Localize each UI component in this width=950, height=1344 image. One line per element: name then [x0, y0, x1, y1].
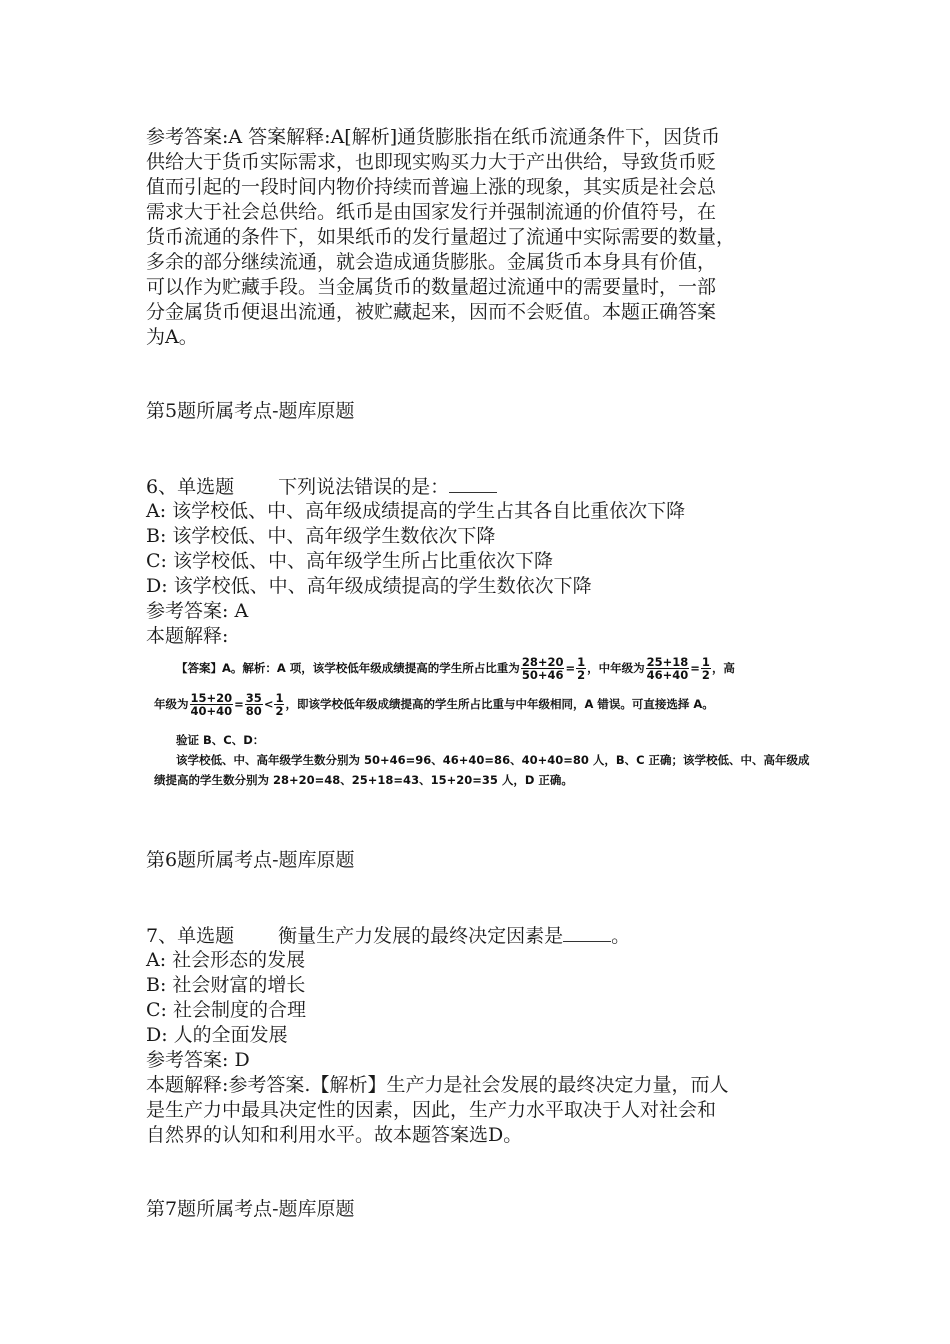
q7-option-a: A: 社会形态的发展 [146, 949, 306, 971]
q6-option-c: C: 该学校低、中、高年级学生所占比重依次下降 [146, 550, 553, 572]
q7-topic-line: 第7题所属考点-题库原题 [146, 1198, 355, 1220]
fraction: $\frac{25+18}{46+40}$ [646, 655, 689, 682]
q7-explanation-line: 本题解释:参考答案.【解析】生产力是社会发展的最终决定力量，而人 [146, 1074, 729, 1096]
fraction: $\frac{1}{2}$ [275, 691, 284, 718]
q7-explanation-line: 自然界的认知和利用水平。故本题答案选D。 [146, 1124, 523, 1146]
q6-stem: 下列说法错误的是： [278, 476, 450, 498]
solution-line-1: 【答案】A。解析：A 项，该学校低年级成绩提高的学生所占比重为 $\frac{28+20}{50+46}$ = $\frac{1}{2}$ ，中年级为 $\frac{25+18}{46+40}$ = $\frac{1}{2}$ ，高 [176, 655, 735, 682]
q7-explanation-line: 是生产力中最具决定性的因素，因此，生产力水平取决于人对社会和 [146, 1099, 717, 1121]
q7-answer-blank [563, 923, 611, 942]
q6-answer-blank [449, 474, 497, 493]
fraction: $\frac{1}{2}$ [577, 655, 586, 682]
q6-explanation-label: 本题解释: [146, 625, 229, 647]
q7-answer: 参考答案: D [146, 1049, 250, 1071]
q5-explanation-line: 值而引起的一段时间内物价持续而普遍上涨的现象，其实质是社会总 [146, 176, 717, 198]
fraction: $\frac{1}{2}$ [701, 655, 710, 682]
q5-explanation-line: 参考答案:A 答案解释:A[解析]通货膨胀指在纸币流通条件下，因货币 [146, 126, 721, 148]
q6-option-b: B: 该学校低、中、高年级学生数依次下降 [146, 525, 496, 547]
q6-header [146, 474, 497, 500]
solution-line-3: 验证 B、C、D： [176, 733, 265, 747]
q5-explanation-line: 需求大于社会总供给。纸币是由国家发行并强制流通的价值符号，在 [146, 201, 717, 223]
q7-stem: 衡量生产力发展的最终决定因素是 [278, 925, 564, 947]
fraction: $\frac{28+20}{50+46}$ [521, 655, 564, 682]
q7-type-label: 7、单选题 [146, 925, 235, 947]
q6-topic-line: 第6题所属考点-题库原题 [146, 849, 355, 871]
q5-explanation-line: 多余的部分继续流通，就会造成通货膨胀。金属货币本身具有价值， [146, 251, 717, 273]
q6-option-d: D: 该学校低、中、高年级成绩提高的学生数依次下降 [146, 575, 592, 597]
q7-stem-end: 。 [611, 925, 631, 947]
q5-explanation-line: 为A。 [146, 326, 198, 348]
q6-solution-image [146, 652, 811, 792]
q7-option-c: C: 社会制度的合理 [146, 999, 306, 1021]
q5-explanation-line: 供给大于货币实际需求，也即现实购买力大于产出供给，导致货币贬 [146, 151, 717, 173]
q5-explanation-line: 分金属货币便退出流通，被贮藏起来，因而不会贬值。本题正确答案 [146, 301, 717, 323]
fraction: $\frac{35}{80}$ [245, 691, 262, 718]
q6-type-label: 6、单选题 [146, 476, 235, 498]
q5-topic-line: 第5题所属考点-题库原题 [146, 400, 355, 422]
solution-line-5: 绩提高的学生数分别为 28+20=48、25+18=43、15+20=35 人，D 正确。 [154, 773, 573, 787]
q7-option-d: D: 人的全面发展 [146, 1024, 288, 1046]
solution-line-4: 该学校低、中、高年级学生数分别为 50+46=96、46+40=86、40+40=80 人，B、C 正确；该学校低、中、高年级成 [176, 753, 810, 767]
q6-option-a: A: 该学校低、中、高年级成绩提高的学生占其各自比重依次下降 [146, 500, 686, 522]
q5-explanation-line: 可以作为贮藏手段。当金属货币的数量超过流通中的需要量时，一部 [146, 276, 717, 298]
q7-header [146, 923, 630, 949]
q6-answer: 参考答案: A [146, 600, 249, 622]
q7-option-b: B: 社会财富的增长 [146, 974, 306, 996]
fraction: $\frac{15+20}{40+40}$ [190, 691, 233, 718]
q5-explanation-line: 货币流通的条件下，如果纸币的发行量超过了流通中实际需要的数量， [146, 226, 736, 248]
solution-line-2: 年级为 $\frac{15+20}{40+40}$ = $\frac{35}{80}$ < $\frac{1}{2}$ ，即该学校低年级成绩提高的学生所占比重与中年级相同，A 错误。可直接选择 A。 [154, 691, 714, 718]
solution-line-1-prefix: 【答案】A。解析：A 项，该学校低年级成绩提高的学生所占比重为 [176, 661, 520, 675]
